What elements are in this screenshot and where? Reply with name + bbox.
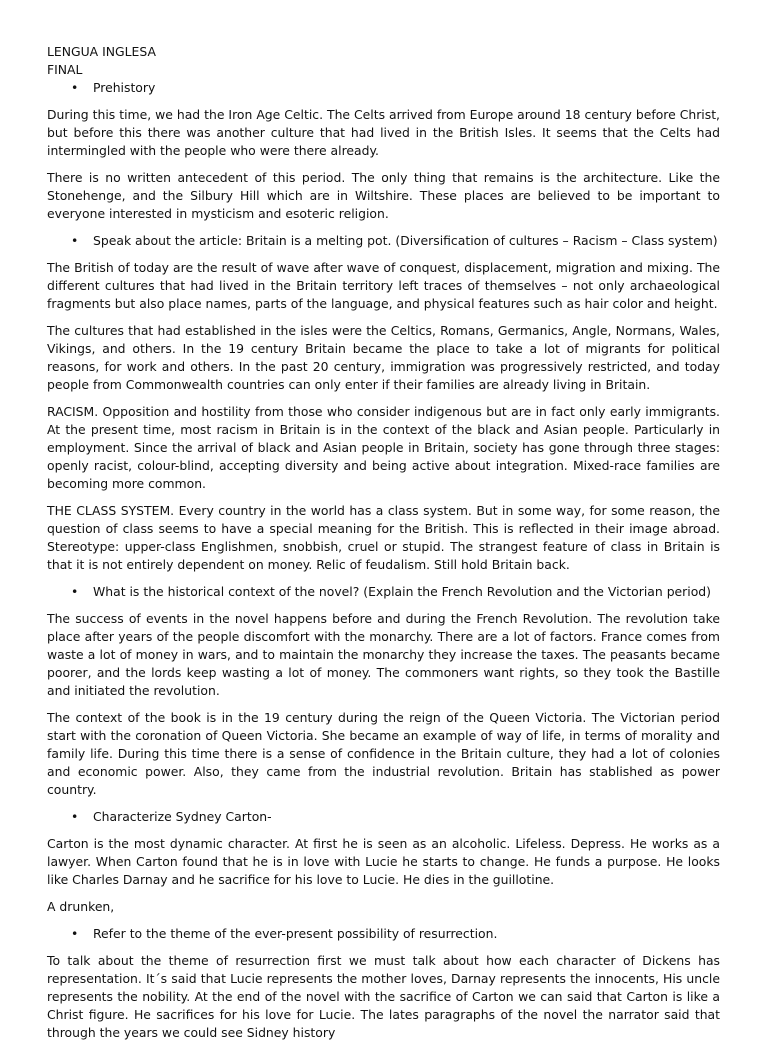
bullet-historical-context [47,583,720,601]
bullet-text: What is the historical context of the novel? (Explain the French Revolution and the Victorian period) [93,584,711,599]
bullet-text: Speak about the article: Britain is a melting pot. (Diversification of cultures – Racism – Class system) [93,233,718,248]
paragraph: The cultures that had established in the isles were the Celtics, Romans, Germanics, Angle, Normans, Wales, Vikings, and others. In the 19 century Britain became the place to take a lot of migrants for political reasons, for work and others. In the past 20 century, immigration was progressively restricted, and today people from Commonwealth countries can only enter if their families are already living in Britain. [47,323,720,392]
paragraph: There is no written antecedent of this period. The only thing that remains is the architecture. Like the Stonehenge, and the Silbury Hill which are in Wiltshire. These places are believed to be important to everyone interested in mysticism and esoteric religion. [47,170,720,221]
bullet-text: Characterize Sydney Carton- [93,809,272,824]
bullet-text: Refer to the theme of the ever-present possibility of resurrection. [93,926,498,941]
paragraph: The context of the book is in the 19 century during the reign of the Queen Victoria. The Victorian period start with the coronation of Queen Victoria. She became an example of way of life, in terms of morality and family life. During this time there is a sense of confidence in the Britain culture, they had a lot of colonies and economic power. Also, they came from the industrial revolution. Britain has stablished as power country. [47,710,720,797]
bullet-prehistory [47,79,720,97]
paragraph: A drunken, [47,899,115,914]
bullet-icon: • [71,233,79,248]
paragraph: During this time, we had the Iron Age Celtic. The Celts arrived from Europe around 18 century before Christ, but before this there was another culture that had lived in the British Isles. It seems that the Celts had intermingled with the people who were there already. [47,107,720,158]
bullet-text: Prehistory [93,80,156,95]
bullet-sydney-carton [47,808,720,826]
exam-label: FINAL [47,62,83,77]
bullet-icon: • [71,926,79,941]
document-page [47,43,720,1051]
paragraph: Carton is the most dynamic character. At first he is seen as an alcoholic. Lifeless. Depress. He works as a lawyer. When Carton found that he is in love with Lucie he starts to change. He funds a purpose. He looks like Charles Darnay and he sacrifice for his love to Lucie. He dies in the guillotine. [47,836,720,887]
paragraph: The success of events in the novel happens before and during the French Revolution. The revolution take place after years of the people discomfort with the monarchy. There are a lot of factors. France comes from waste a lot of money in wars, and to maintain the monarchy they increase the taxes. The peasants became poorer, and the lords keep wasting a lot of money. The commoners want rights, so they took the Bastille and initiated the revolution. [47,611,720,698]
bullet-resurrection [47,925,720,943]
course-title: LENGUA INGLESA [47,44,156,59]
paragraph: To talk about the theme of resurrection first we must talk about how each character of Dickens has representation. It´s said that Lucie represents the mother loves, Darnay represents the innocents, His uncle represents the nobility. At the end of the novel with the sacrifice of Carton we can said that Carton is like a Christ figure. He sacrifices for his love for Lucie. The lates paragraphs of the novel the narrator said that through the years we could see Sidney history [47,953,720,1040]
paragraph: The British of today are the result of wave after wave of conquest, displacement, migration and mixing. The different cultures that had lived in the Britain territory left traces of themselves – not only archaeological fragments but also place names, parts of the language, and physical features such as hair color and height. [47,260,720,311]
bullet-icon: • [71,80,79,95]
paragraph: RACISM. Opposition and hostility from those who consider indigenous but are in fact only early immigrants. At the present time, most racism in Britain is in the context of the black and Asian people. Particularly in employment. Since the arrival of black and Asian people in Britain, society has gone through three stages: openly racist, colour-blind, accepting diversity and being active about integration. Mixed-race families are becoming more common. [47,404,720,491]
bullet-icon: • [71,584,79,599]
paragraph: THE CLASS SYSTEM. Every country in the world has a class system. But in some way, for some reason, the question of class seems to have a special meaning for the British. This is reflected in their image abroad. Stereotype: upper-class Englishmen, snobbish, cruel or stupid. The strangest feature of class in Britain is that it is not entirely dependent on money. Relic of feudalism. Still hold Britain back. [47,503,720,572]
bullet-icon: • [71,809,79,824]
bullet-melting-pot [47,232,720,250]
